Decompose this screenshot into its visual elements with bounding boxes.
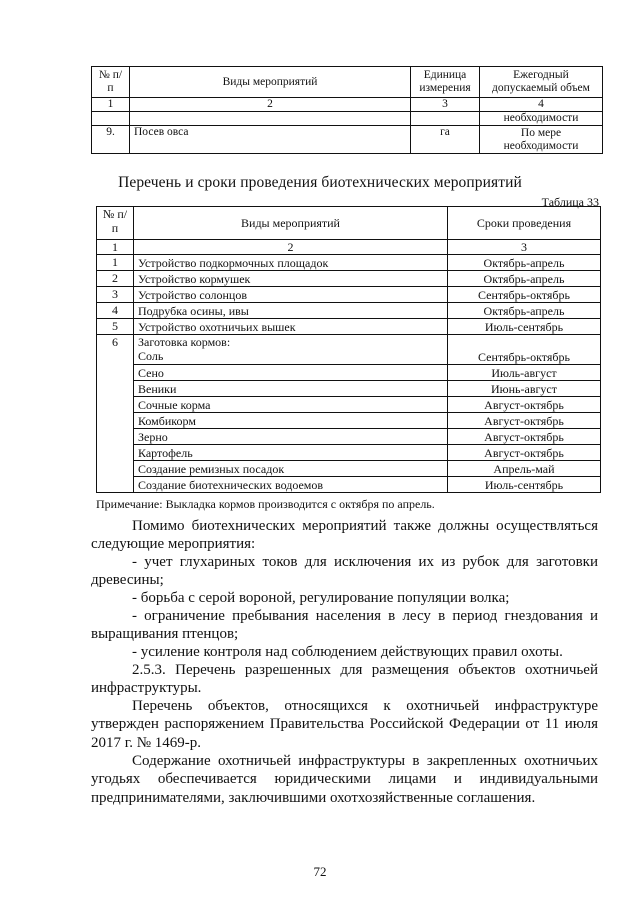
- col-number-2: 2: [130, 98, 411, 112]
- header-activity: Виды мероприятий: [130, 67, 411, 98]
- table-number: Таблица 33: [541, 195, 599, 209]
- table-row: Сено Июль-август: [97, 365, 601, 381]
- col-number-4: 4: [480, 98, 603, 112]
- hunting-activities-table: [91, 66, 603, 154]
- list-item: - учет глухариных токов для исключения их из рубок для заготовки древесины;: [91, 554, 598, 589]
- table-row: 1 Устройство подкормочных площадок Октябрь-апрель: [97, 255, 601, 271]
- col-number-1: 1: [92, 98, 130, 112]
- table-row: Веники Июнь-август: [97, 381, 601, 397]
- unit-cell: га: [411, 126, 480, 154]
- header-activity: Виды мероприятий: [134, 207, 448, 240]
- table-row: [92, 126, 603, 154]
- table-row: 4 Подрубка осины, ивы Октябрь-апрель: [97, 303, 601, 319]
- paragraph: Помимо биотехнических мероприятий также должны осуществляться следующие мероприятия:: [91, 518, 598, 553]
- volume-cell: По мере необходимости: [480, 126, 603, 154]
- section-heading: 2.5.3. Перечень разрешенных для размещения объектов охотничьей инфраструктуры.: [91, 662, 598, 697]
- page-number: 72: [313, 864, 327, 879]
- biotechnical-activities-table: [96, 206, 601, 493]
- table-row: Зерно Август-октябрь: [97, 429, 601, 445]
- header-period: Сроки проведения: [448, 207, 601, 240]
- table-row: Картофель Август-октябрь: [97, 445, 601, 461]
- table-row: Сочные корма Август-октябрь: [97, 397, 601, 413]
- col-number-3: 3: [411, 98, 480, 112]
- group-number: 6: [97, 335, 134, 365]
- col-number-3: 3: [448, 240, 601, 255]
- list-item: - усиление контроля над соблюдением действующих правил охоты.: [132, 644, 563, 660]
- table-row: 2 Устройство кормушек Октябрь-апрель: [97, 271, 601, 287]
- paragraph: Перечень объектов, относящихся к охотничьей инфраструктуре утвержден распоряжением Правительства Российской Федерации от 11 июля 2017 г. № 1469-р.: [91, 698, 598, 751]
- header-volume: Ежегодный допускаемый объем: [480, 67, 603, 98]
- table-row: 6 Заготовка кормов: Соль Сентябрь-октябрь: [97, 335, 601, 365]
- group-heading: Заготовка кормов: Соль: [134, 335, 448, 365]
- list-item: - борьба с серой вороной, регулирование популяции волка;: [132, 590, 510, 606]
- col-number-1: 1: [97, 240, 134, 255]
- table-row: Создание биотехнических водоемов Июль-сентябрь: [97, 477, 601, 493]
- table-row: 3 Устройство солонцов Сентябрь-октябрь: [97, 287, 601, 303]
- table-row: Комбикорм Август-октябрь: [97, 413, 601, 429]
- table-row: Создание ремизных посадок Апрель-май: [97, 461, 601, 477]
- col-number-2: 2: [134, 240, 448, 255]
- list-item: - ограничение пребывания населения в лесу в период гнездования и выращивания птенцов;: [91, 608, 598, 643]
- activity-cell: Посев овса: [130, 126, 411, 154]
- header-number: № п/п: [97, 207, 134, 240]
- section-title: Перечень и сроки проведения биотехнических мероприятий: [118, 174, 522, 191]
- table-row: [92, 112, 603, 126]
- paragraph: Содержание охотничьей инфраструктуры в закрепленных охотничьих угодьях обеспечивается юридическими лицами и индивидуальными предпринимателями, заключившими охотхозяйственные соглашения.: [91, 753, 598, 806]
- header-number: № п/п: [92, 67, 130, 98]
- table-note: Примечание: Выкладка кормов производится с октября по апрель.: [96, 497, 435, 511]
- table-row: 5 Устройство охотничьих вышек Июль-сентябрь: [97, 319, 601, 335]
- volume-cell: необходимости: [480, 112, 603, 126]
- row-number: 9.: [92, 126, 130, 154]
- header-unit: Единица измерения: [411, 67, 480, 98]
